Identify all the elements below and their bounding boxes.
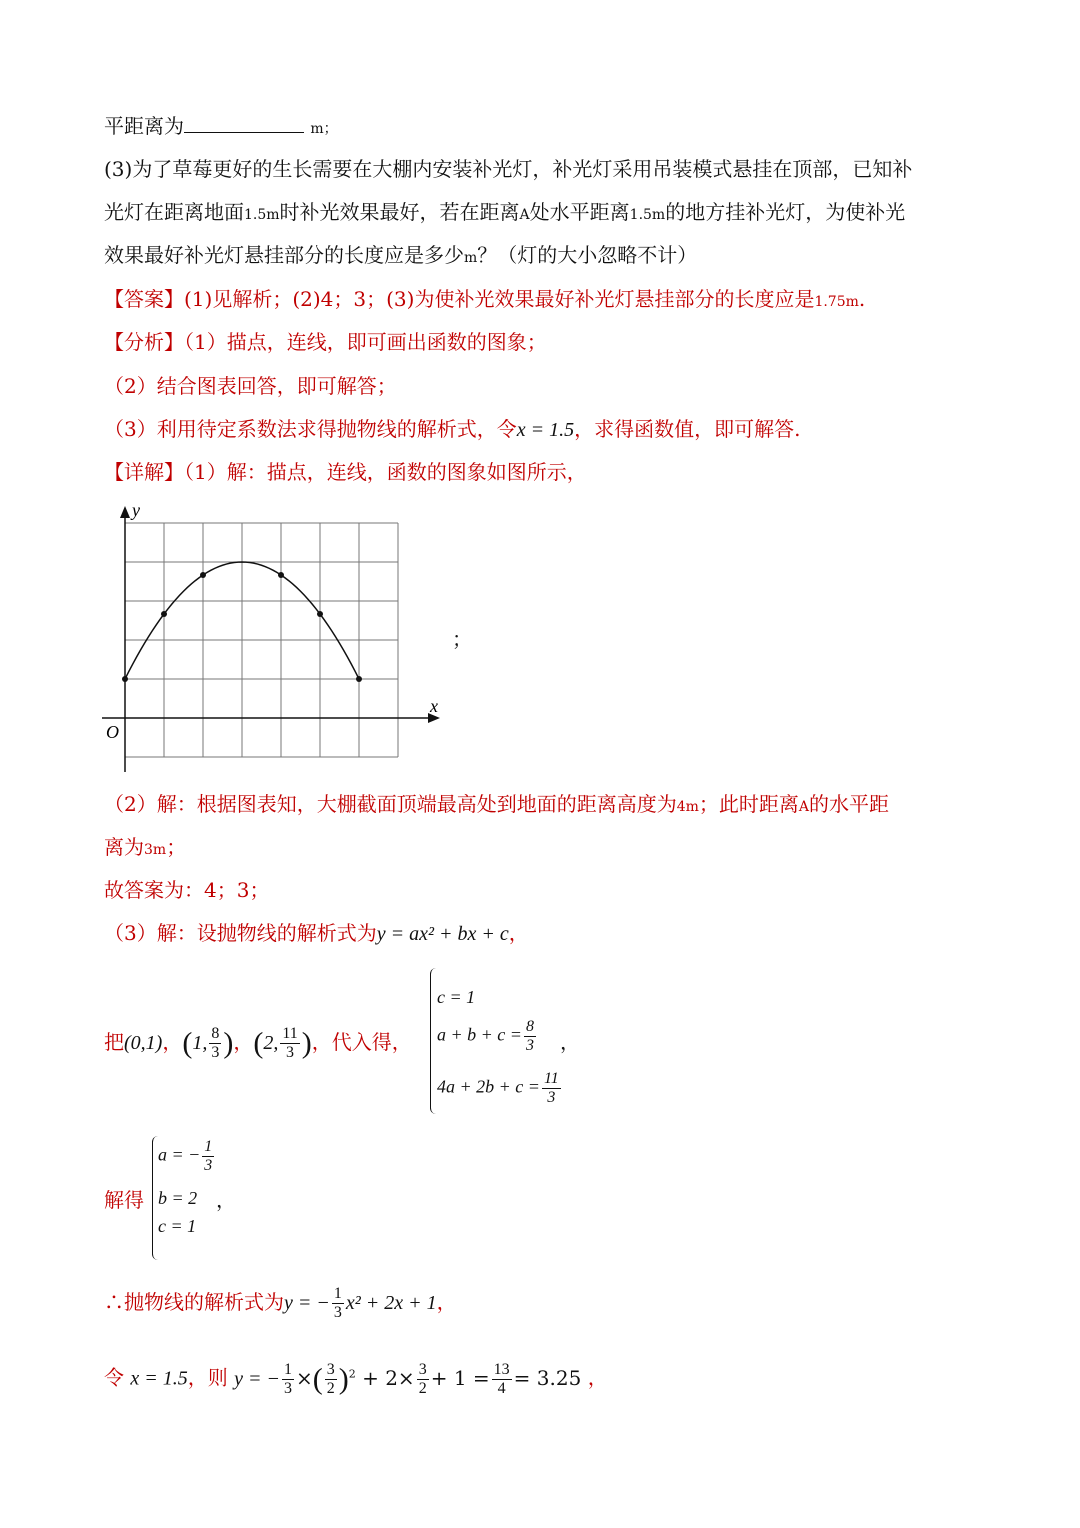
fraction — [542, 1070, 561, 1107]
unit: m — [464, 250, 478, 266]
text: 4a + 2b + c = — [437, 1076, 540, 1097]
text: ， — [216, 1188, 236, 1212]
text: a = − — [158, 1144, 201, 1165]
denominator: 4 — [497, 1379, 506, 1397]
graph-semicolon — [452, 625, 472, 653]
denominator: 3 — [547, 1089, 556, 1106]
denominator: 2 — [326, 1379, 335, 1397]
text: 离为 — [104, 835, 144, 859]
analysis-line-1 — [104, 328, 547, 356]
system-comma — [560, 1028, 580, 1056]
denominator: 3 — [283, 1379, 292, 1397]
axes — [102, 500, 440, 772]
text: 时补光效果最好，若在距离 — [279, 200, 520, 224]
text: （2）结合图表回答，即可解答； — [104, 374, 397, 398]
denominator: 2 — [418, 1379, 427, 1397]
equation-2 — [437, 1018, 538, 1055]
equation: x = 1.5 — [130, 1367, 188, 1390]
equation: x = 1.5 — [516, 419, 575, 441]
text: ，则 — [187, 1365, 228, 1390]
denominator: 3 — [286, 1044, 295, 1061]
unit: m； — [310, 121, 338, 137]
y-axis-arrow — [120, 506, 130, 518]
solution-2-answer — [104, 876, 269, 904]
paren: ( — [182, 1026, 193, 1060]
equation: x² + 2x + 1 — [345, 1292, 437, 1314]
text: ？（灯的大小忽略不计） — [477, 243, 698, 267]
text: ， — [233, 1030, 254, 1054]
text: （2）解：根据图表知，大棚截面顶端最高处到地面的距离高度为 — [104, 792, 677, 816]
text: 令 — [104, 1365, 124, 1390]
denominator: 3 — [525, 1037, 534, 1054]
denominator: 3 — [204, 1157, 213, 1174]
text: ∴抛物线的解析式为 — [104, 1290, 284, 1314]
text: ， — [162, 1030, 183, 1054]
data-point — [122, 676, 128, 682]
denominator: 3 — [211, 1044, 220, 1061]
text: ，求得函数值，即可解答. — [574, 417, 801, 441]
numerator: 3 — [418, 1360, 427, 1378]
fraction — [209, 1025, 221, 1062]
text: 处水平距离 — [529, 200, 630, 224]
text: 1, — [192, 1032, 208, 1054]
paren: ) — [338, 1362, 349, 1396]
solve-label — [104, 1186, 144, 1214]
fraction — [492, 1361, 512, 1398]
data-point — [356, 676, 362, 682]
value: 1.5m — [244, 207, 280, 223]
value: 1.5m — [629, 207, 666, 223]
therefore-line — [104, 1284, 457, 1322]
point-label: A — [519, 207, 530, 223]
data-point — [278, 572, 284, 578]
text: ， — [508, 921, 529, 945]
substitution-line — [104, 1022, 412, 1064]
solution-a — [158, 1138, 216, 1175]
numerator: 11 — [543, 1070, 559, 1087]
solution-2-line-1 — [104, 790, 889, 821]
analysis-line-2 — [104, 372, 397, 400]
numerator: 3 — [326, 1360, 335, 1378]
text: + 1 = — [430, 1365, 490, 1390]
answer-blank — [184, 114, 304, 133]
fraction — [325, 1361, 337, 1398]
numerator: 11 — [282, 1025, 298, 1042]
equation: y = ax² + bx + c — [376, 923, 509, 945]
text: + 2× — [362, 1365, 415, 1390]
fraction — [332, 1285, 344, 1322]
text: 效果最好补光灯悬挂部分的长度应是多少 — [104, 243, 464, 267]
value: 3m — [144, 842, 167, 858]
fraction — [524, 1018, 536, 1055]
numerator: 8 — [525, 1018, 534, 1035]
x-axis-label: x — [430, 696, 438, 716]
text: ；此时距离 — [698, 792, 799, 816]
numerator: 13 — [493, 1360, 510, 1378]
fraction — [282, 1361, 294, 1398]
text: ， — [436, 1290, 457, 1314]
fraction — [280, 1025, 299, 1062]
parabola-graph — [96, 500, 456, 780]
text: （3）利用待定系数法求得抛物线的解析式，令 — [104, 417, 517, 441]
fraction — [417, 1361, 429, 1398]
data-point — [317, 611, 323, 617]
answer-value: 1.75m — [814, 294, 859, 310]
solution-c: c = 1 — [158, 1216, 197, 1236]
let-line — [104, 1352, 608, 1401]
numerator: 1 — [204, 1138, 213, 1155]
origin-label: O — [106, 722, 119, 742]
answer-line — [104, 285, 865, 316]
value: 4m — [676, 799, 699, 815]
text: 【分析】（1）描点，连线，即可画出函数的图象； — [104, 330, 547, 354]
text: 2, — [263, 1032, 279, 1054]
solution-2-line-2 — [104, 833, 186, 864]
text: 解得 — [104, 1188, 144, 1212]
paren: ( — [312, 1362, 323, 1396]
data-point — [161, 611, 167, 617]
text: 故答案为：4；3； — [104, 878, 270, 902]
paren: ( — [253, 1026, 264, 1060]
point — [253, 1025, 312, 1061]
paren: ) — [223, 1026, 234, 1060]
numerator: 1 — [283, 1360, 292, 1378]
question-3-line-3 — [104, 241, 697, 272]
text: a + b + c = — [437, 1024, 522, 1045]
text: 平距离为 — [104, 114, 184, 138]
grid — [125, 523, 398, 757]
answer-text: 【答案】(1)见解析；(2)4；3；(3)为使补光效果最好补光灯悬挂部分的长度应是 — [104, 287, 815, 311]
text: y = − — [234, 1367, 280, 1390]
denominator: 3 — [333, 1304, 342, 1321]
text: 把 — [104, 1030, 124, 1054]
numerator: 1 — [333, 1285, 342, 1302]
equation-1: c = 1 — [437, 987, 476, 1007]
solution-3-line-1 — [104, 919, 529, 948]
fraction — [202, 1138, 214, 1175]
solution-comma — [216, 1186, 236, 1214]
text: ； — [166, 835, 187, 859]
text: . — [858, 287, 866, 311]
equation: y = − — [284, 1292, 330, 1314]
text: (3)为了草莓更好的生长需要在大棚内安装补光灯，补光灯采用吊装模式悬挂在顶部，已知补 — [104, 157, 913, 181]
text: ， — [587, 1365, 608, 1390]
text: 的水平距 — [809, 792, 890, 816]
exponent: 2 — [348, 1367, 356, 1380]
text: （3）解：设抛物线的解析式为 — [104, 921, 377, 945]
text: 的地方挂补光灯，为使补光 — [665, 200, 906, 224]
text: ，代入得， — [311, 1030, 412, 1054]
solution-b: b = 2 — [158, 1188, 198, 1208]
text: ， — [560, 1030, 580, 1054]
point — [182, 1025, 234, 1061]
text: = 3.25 — [513, 1365, 582, 1390]
y-axis-label: y — [132, 500, 140, 520]
numerator: 8 — [211, 1025, 220, 1042]
expression — [234, 1360, 588, 1397]
equation-3 — [437, 1070, 563, 1107]
text: 【详解】（1）解：描点，连线，函数的图象如图所示， — [104, 460, 587, 484]
data-point — [200, 572, 206, 578]
point-label: A — [798, 799, 810, 815]
question-3-line-2 — [104, 198, 905, 229]
text: 光灯在距离地面 — [104, 200, 244, 224]
question-3-line-1 — [104, 155, 912, 183]
line-1 — [104, 112, 338, 143]
detail-line-1 — [104, 458, 587, 486]
text: × — [295, 1365, 313, 1390]
point: (0,1) — [124, 1032, 163, 1054]
paren: ) — [301, 1026, 312, 1060]
text: ； — [452, 627, 472, 651]
analysis-line-3 — [104, 415, 800, 444]
